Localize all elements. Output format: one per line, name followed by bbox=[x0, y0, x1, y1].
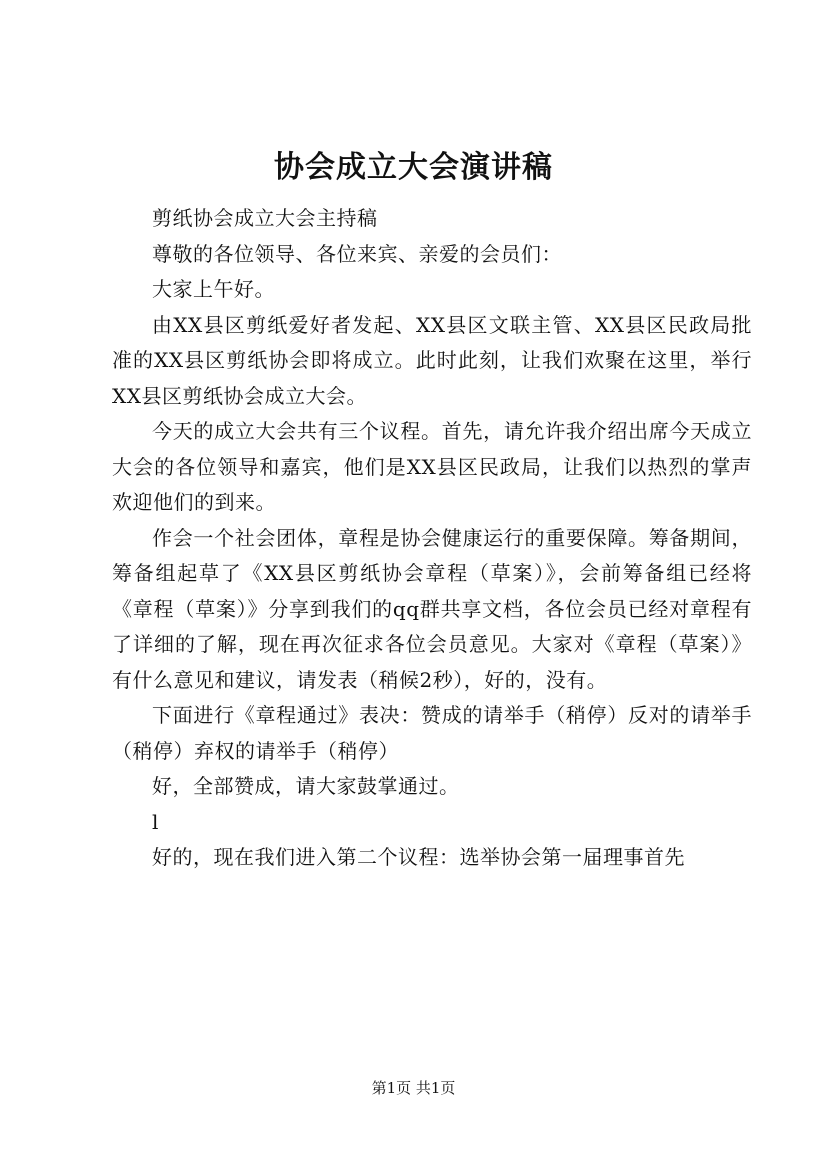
document-body bbox=[112, 201, 752, 876]
paragraph-8: 好，全部赞成，请大家鼓掌通过。 bbox=[152, 774, 460, 798]
paragraph-5: 今天的成立大会共有三个议程。首先，请允许我介绍出席今天成立大会的各位领导和嘉宾，他们是XX县区民政局，让我们以热烈的掌声欢迎他们的到来。 bbox=[112, 419, 752, 514]
paragraph-3: 大家上午好。 bbox=[152, 277, 275, 301]
paragraph-1: 剪纸协会成立大会主持稿 bbox=[152, 206, 378, 230]
paragraph-4: 由XX县区剪纸爱好者发起、XX县区文联主管、XX县区民政局批准的XX县区剪纸协会即将成立。此时此刻，让我们欢聚在这里，举行XX县区剪纸协会成立大会。 bbox=[112, 312, 752, 408]
paragraph-10: 好的，现在我们进入第二个议程：选举协会第一届理事首先 bbox=[152, 845, 685, 869]
paragraph-2: 尊敬的各位领导、各位来宾、亲爱的会员们： bbox=[152, 241, 562, 266]
paragraph-6: 作会一个社会团体，章程是协会健康运行的重要保障。筹备期间，筹备组起草了《XX县区剪纸协会章程（草案）》，会前筹备组已经将《章程（草案）》分享到我们的qq群共享文档，各位会员已经对章程有了详细的了解，现在再次征求各位会员意见。大家对《章程（草案）》有什么意见和建议，请发表（稍候2秒），好的，没有。 bbox=[112, 525, 752, 692]
paragraph-7: 下面进行《章程通过》表决：赞成的请举手（稍停）反对的请举手（稍停）弃权的请举手（稍停） bbox=[112, 703, 752, 763]
page-footer: 第1页 共1页 bbox=[371, 1079, 456, 1097]
paragraph-9: l bbox=[152, 809, 159, 834]
document-title: 协会成立大会演讲稿 bbox=[274, 150, 553, 185]
